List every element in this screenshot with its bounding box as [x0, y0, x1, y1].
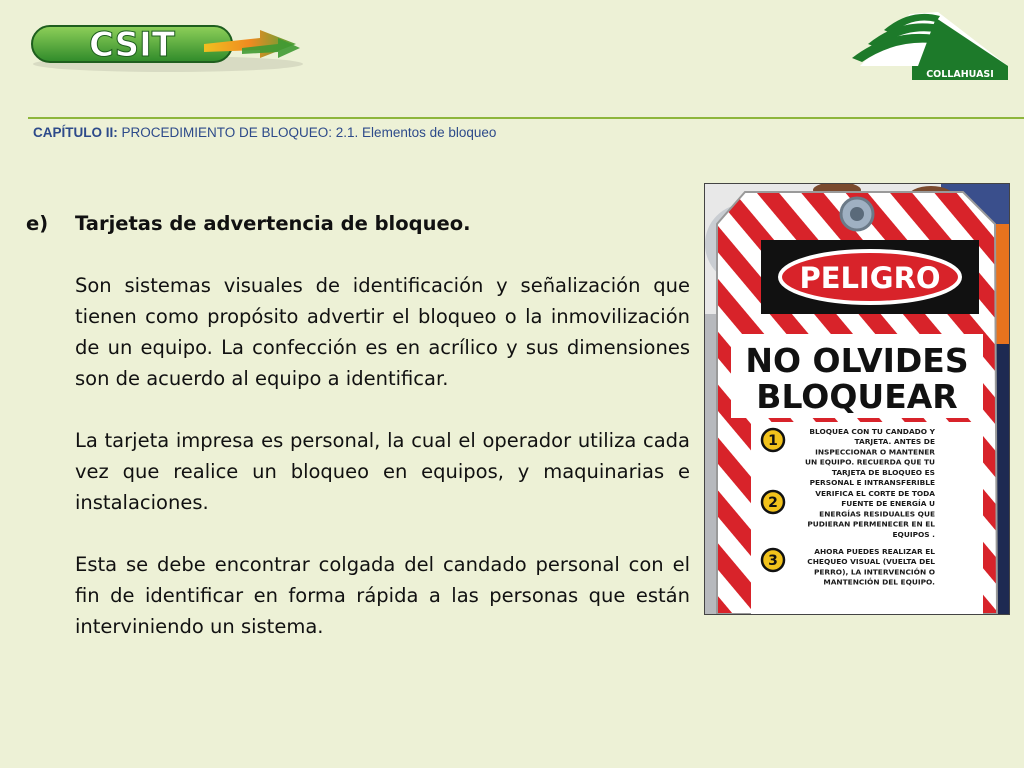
tag-step-text: AHORA PUEDES REALIZAR EL [814, 547, 935, 556]
tag-headline-2: BLOQUEAR [756, 377, 958, 416]
tag-headline-1: NO OLVIDES [745, 341, 969, 380]
tag-step-text: PERSONAL E INTRANSFERIBLE [809, 478, 935, 487]
tag-step-text: INSPECCIONAR O MANTENER [815, 447, 935, 457]
svg-text:COLLAHUASI: COLLAHUASI [926, 69, 994, 80]
svg-text:CSIT: CSIT [89, 25, 175, 65]
paragraph-definition: Son sistemas visuales de identificación y señalización que tienen como propósito advertir el bloqueo o la inmovilización de un equipo. La confección es en acrílico y sus dimensiones son de acuerdo al equipo a identificar. [75, 274, 690, 390]
tag-step-text: UN EQUIPO. RECUERDA QUE TU [804, 457, 935, 467]
chapter-label: CAPÍTULO II: [33, 125, 118, 140]
tag-step-number: 1 [768, 433, 778, 449]
paragraph-placement: Esta se debe encontrar colgada del candado personal con el fin de identificar en forma rápida a las personas que están interviniendo un sistema. [75, 553, 690, 638]
tag-step-text: VERIFICA EL CORTE DE TODA [815, 489, 935, 498]
chapter-breadcrumb [33, 125, 496, 140]
section-heading [26, 208, 690, 239]
tag-step-text: MANTENCIÓN DEL EQUIPO. [823, 577, 935, 587]
tag-step-text: ENERGÍAS RESIDUALES QUE [819, 509, 935, 519]
csit-logo [28, 14, 318, 76]
lockout-tag-image [704, 183, 1010, 615]
tag-step-text: PERRO), LA INTERVENCIÓN O [813, 567, 935, 577]
header-divider [28, 117, 1024, 119]
tag-step-number: 2 [768, 495, 778, 511]
chapter-title: PROCEDIMIENTO DE BLOQUEO: 2.1. Elementos de bloqueo [117, 125, 497, 140]
tag-step-text: TARJETA DE BLOQUEO ES [831, 467, 935, 477]
tag-danger-word: PELIGRO [799, 261, 941, 295]
tag-step-text: TARJETA. ANTES DE [854, 437, 935, 447]
section-title: Tarjetas de advertencia de bloqueo. [75, 212, 471, 235]
section-marker: e) [26, 212, 49, 235]
tag-step-text: EQUIPOS . [892, 529, 935, 539]
content-body [26, 208, 690, 662]
lockout-tag-illustration [705, 184, 1009, 614]
paragraph-personal-card: La tarjeta impresa es personal, la cual el operador utiliza cada vez que realice un bloqueo en equipos, y maquinarias e instalaciones. [75, 429, 690, 514]
tag-step-text: PUDIERAN PERMENECER EN EL [807, 519, 935, 529]
tag-step-text: CHEQUEO VISUAL (VUELTA DEL [807, 557, 935, 567]
tag-step-text: BLOQUEA CON TU CANDADO Y [809, 427, 935, 436]
tag-step-text: FUENTE DE ENERGÍA U [841, 499, 935, 509]
tag-step-number: 3 [768, 553, 778, 569]
collahuasi-logo [840, 8, 1010, 86]
